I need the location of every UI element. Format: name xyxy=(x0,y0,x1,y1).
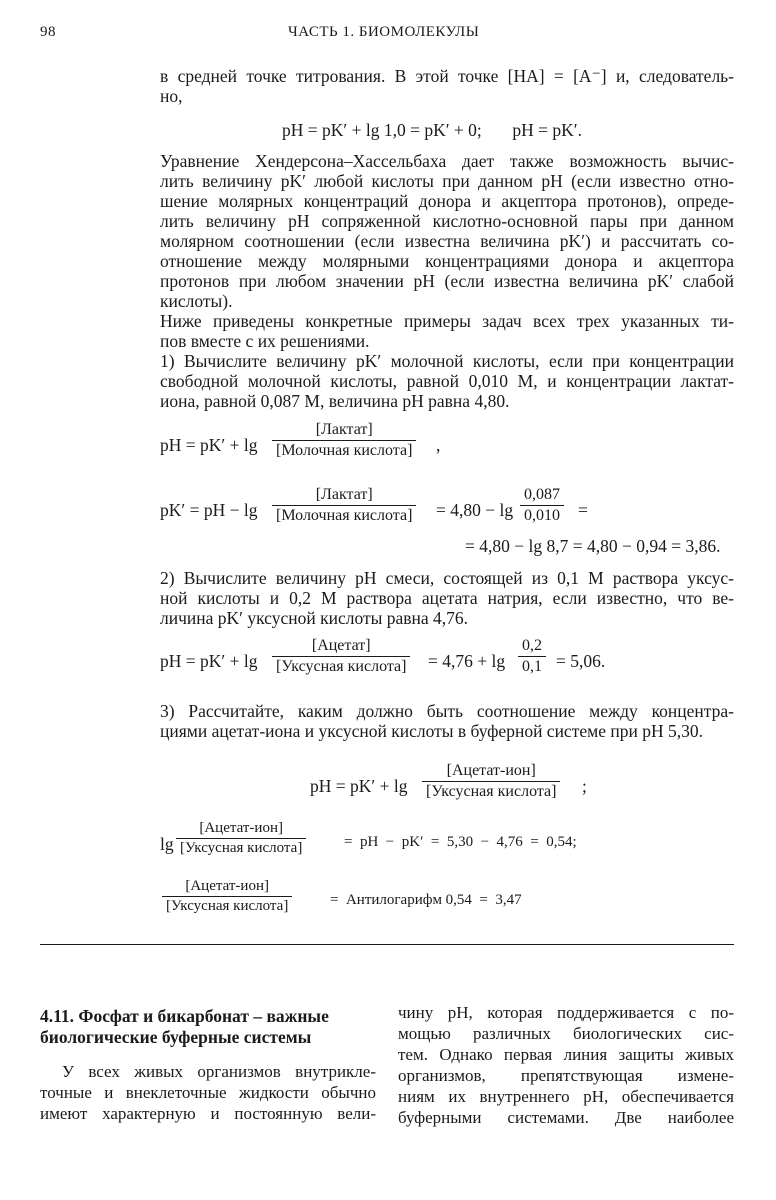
right-column-line: буферными системами. Две наиболее xyxy=(398,1108,734,1127)
ex3-eq1-denominator: [Уксусная кислота] xyxy=(426,783,557,800)
ex2-eq-numerator-2: 0,2 xyxy=(522,637,542,654)
right-column-line: мощью различных биологических сис- xyxy=(398,1024,734,1043)
section-divider xyxy=(40,944,734,945)
ex2-eq-denominator-2: 0,1 xyxy=(522,658,542,675)
ex1-line: иона, равной 0,087 М, величина pH равна 4,80. xyxy=(160,391,510,411)
ex1-eq2-tail: = xyxy=(578,500,588,520)
page-number: 98 xyxy=(40,24,56,40)
ex1-eq2-numerator: [Лактат] xyxy=(315,486,373,503)
para1-line: Уравнение Хендерсона–Хассельбаха дает также возможность вычис- xyxy=(160,151,734,171)
para1-line: лить величину pH сопряженной кислотно-основной пары при данном xyxy=(160,211,734,231)
ex2-eq-fraction-2 xyxy=(518,637,546,676)
ex1-eq1-left: pH = pK′ + lg xyxy=(160,435,258,455)
ex3-eq2-tail: = pH − pK′ = 5,30 − 4,76 = 0,54; xyxy=(344,834,577,850)
ex3-eq3-tail: = Антилогарифм 0,54 = 3,47 xyxy=(330,892,522,908)
ex1-eq1-numerator: [Лактат] xyxy=(315,421,373,438)
section-heading xyxy=(40,1006,376,1048)
ex2-eq-left: pH = pK′ + lg xyxy=(160,651,258,671)
ex3-eq3-numerator: [Ацетат-ион] xyxy=(185,878,269,894)
section-right-column xyxy=(398,1002,734,1128)
ex2-eq-denominator: [Уксусная кислота] xyxy=(276,658,407,675)
para1-line: отношение между молярными концентрациями донора и акцептора xyxy=(160,251,734,271)
ex1-eq2-denominator-2: 0,010 xyxy=(524,507,560,524)
para1-line: молярном соотношении (если известна величина pK′) и рассчитать со- xyxy=(160,231,734,251)
ex3-eq3-fraction xyxy=(162,878,292,915)
right-column-line: организмов, препятствующая измене- xyxy=(398,1066,734,1085)
para2-line: пов вместе с их решениями. xyxy=(160,331,370,351)
ex1-eq1-fraction xyxy=(272,421,416,460)
ex3-eq2-fraction xyxy=(176,820,306,857)
para1-line: кислоты). xyxy=(160,291,233,311)
ex1-eq2-fraction xyxy=(272,486,416,525)
ex2-line: личина pK′ уксусной кислоты равна 4,76. xyxy=(160,608,469,628)
ex2-line: ной кислоты и 0,2 М раствора ацетата натрия, если известно, что ве- xyxy=(160,588,734,608)
ex1-eq1-denominator: [Молочная кислота] xyxy=(276,442,413,459)
intro-formula: pH = pK′ + lg 1,0 = pK′ + 0; pH = pK′. xyxy=(282,120,582,140)
section-heading-line: биологические буферные системы xyxy=(40,1027,312,1047)
ex3-eq1-left: pH = pK′ + lg xyxy=(310,776,408,796)
para1-line: протонов при любом значении pH (если известна величина pK′ слабой xyxy=(160,271,734,291)
ex1-eq1-tail: , xyxy=(436,435,441,455)
intro-line-1: в средней точке титрования. В этой точке [HA] = [A⁻] и, следователь- xyxy=(160,66,734,86)
ex1-eq2-denominator: [Молочная кислота] xyxy=(276,507,413,524)
running-title: ЧАСТЬ 1. БИОМОЛЕКУЛЫ xyxy=(288,24,480,40)
left-column-line: точные и внеклеточные жидкости обычно xyxy=(40,1083,376,1102)
ex2-line: 2) Вычислите величину pH смеси, состоящей из 0,1 М раствора уксус- xyxy=(160,568,734,588)
ex3-eq2-left: lg xyxy=(160,834,174,854)
ex1-eq2-left: pK′ = pH − lg xyxy=(160,500,258,520)
ex3-eq3-denominator: [Уксусная кислота] xyxy=(166,898,289,914)
ex2-eq-fraction xyxy=(272,637,410,676)
left-column-line: имеют характерную и постоянную вели- xyxy=(40,1104,376,1123)
para2-line: Ниже приведены конкретные примеры задач всех трех указанных ти- xyxy=(160,311,734,331)
ex2-eq-tail: = 5,06. xyxy=(556,651,606,671)
ex1-line: 1) Вычислите величину pK′ молочной кислоты, если при концентрации xyxy=(160,351,734,371)
para1-line: лить величину pK′ любой кислоты при данном pH (если известно отно- xyxy=(160,171,734,191)
left-column-line: У всех живых организмов внутрикле- xyxy=(62,1062,376,1081)
ex2-eq-mid: = 4,76 + lg xyxy=(428,651,506,671)
ex3-eq1-fraction xyxy=(422,762,560,801)
ex1-eq2-numerator-2: 0,087 xyxy=(524,486,560,503)
right-column-line: тем. Однако первая линия защиты живых xyxy=(398,1045,734,1064)
ex3-eq2-numerator: [Ацетат-ион] xyxy=(199,820,283,836)
ex3-eq2-denominator: [Уксусная кислота] xyxy=(180,840,303,856)
para1-line: шение молярных концентраций донора и акцептора протонов), опреде- xyxy=(160,191,734,211)
section-left-column xyxy=(40,1061,376,1124)
ex3-eq1-numerator: [Ацетат-ион] xyxy=(446,762,536,779)
intro-line-2: но, xyxy=(160,86,183,106)
right-column-line: чину pH, которая поддерживается с по- xyxy=(398,1003,734,1022)
ex3-eq1-tail: ; xyxy=(582,776,587,796)
ex2-eq-numerator: [Ацетат] xyxy=(311,637,371,654)
ex3-line: циями ацетат-иона и уксусной кислоты в буферной системе при pH 5,30. xyxy=(160,721,703,741)
right-column-line: ниям их внутреннего pH, обеспечивается xyxy=(398,1087,734,1106)
section-heading-line: 4.11. Фосфат и бикарбонат – важные xyxy=(40,1006,329,1026)
ex1-line: свободной молочной кислоты, равной 0,010 М, и концентрации лактат- xyxy=(160,371,734,391)
ex1-eq3: = 4,80 − lg 8,7 = 4,80 − 0,94 = 3,86. xyxy=(465,536,721,556)
ex3-line: 3) Рассчитайте, каким должно быть соотношение между концентра- xyxy=(160,701,734,721)
ex1-eq2-mid: = 4,80 − lg xyxy=(436,500,514,520)
ex1-eq2-fraction-2 xyxy=(520,486,564,525)
